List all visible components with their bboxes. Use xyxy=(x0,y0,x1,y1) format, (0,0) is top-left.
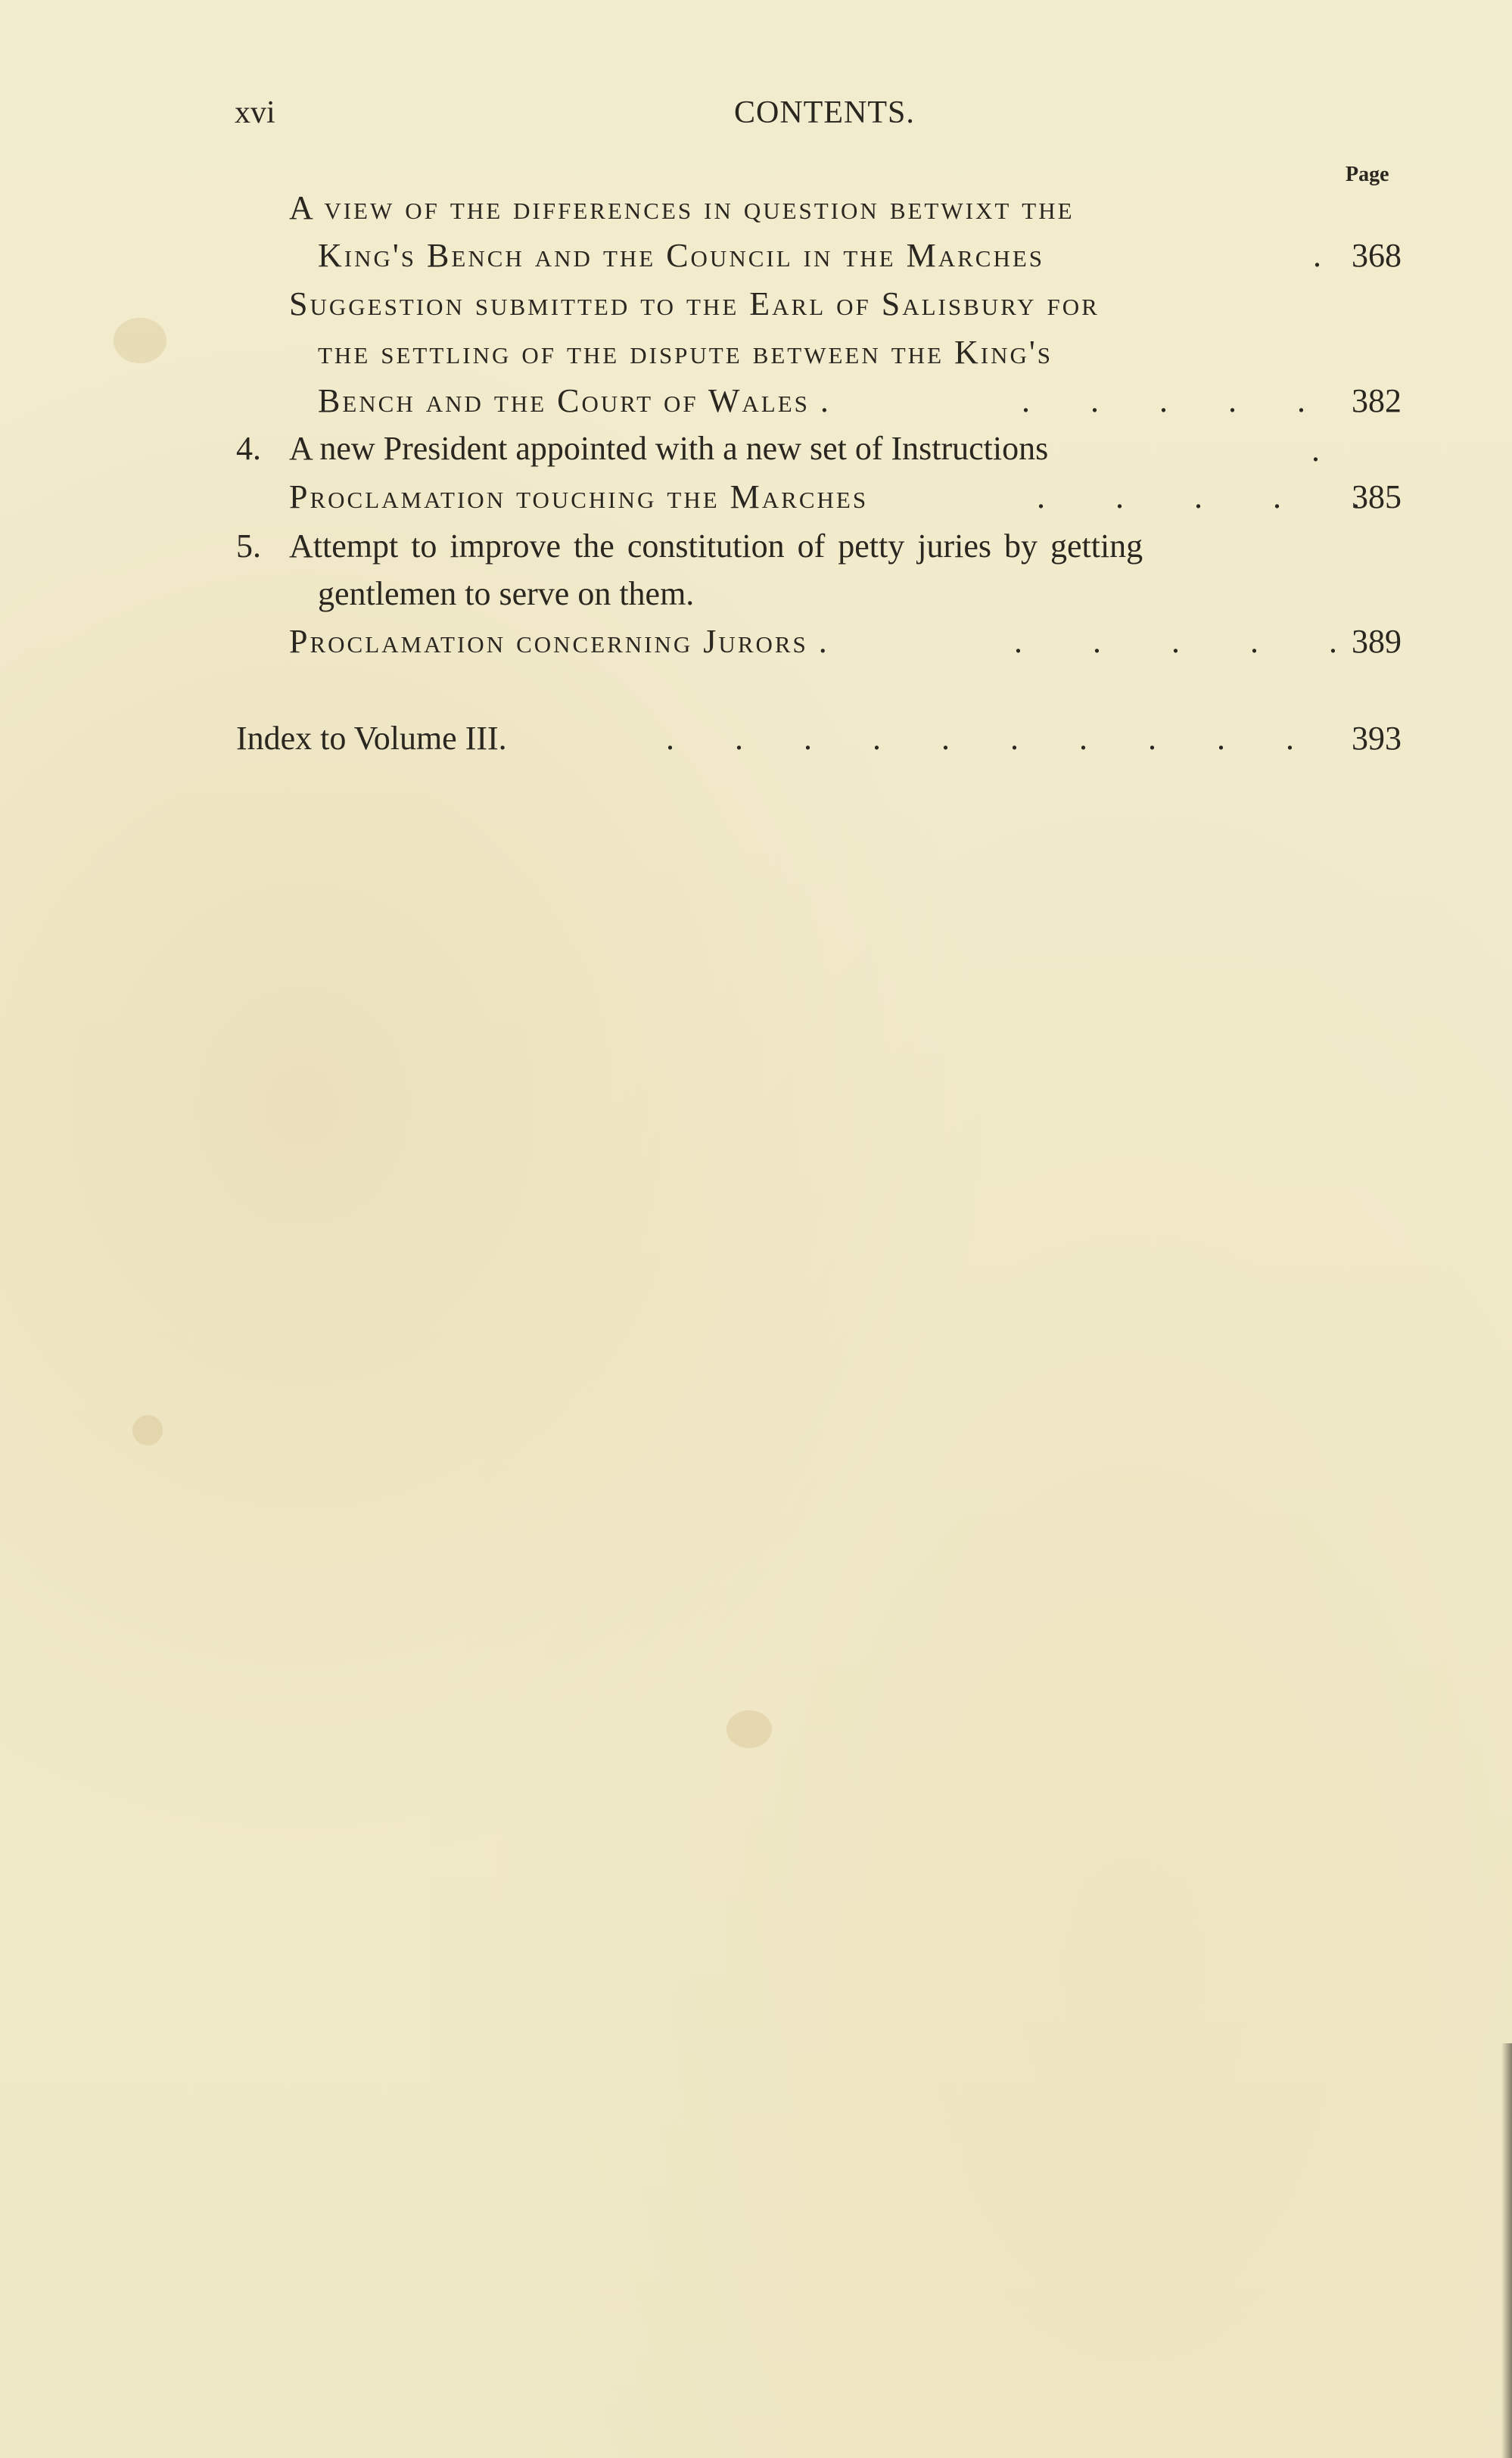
toc-entry-line xyxy=(289,474,868,520)
running-title: CONTENTS. xyxy=(734,95,915,130)
toc-entry-line xyxy=(318,571,694,617)
toc-entry-line xyxy=(289,524,1327,569)
toc-entry-text: Index to Volume III. xyxy=(236,720,507,757)
toc-page-number: 393 xyxy=(1352,720,1402,757)
leader-dots: . . . . . . . . . . xyxy=(666,720,1296,757)
page-number-roman: xvi xyxy=(235,95,275,130)
toc-entry-text: Suggestion submitted to the Earl of Salisbury for xyxy=(289,285,1100,322)
toc-page-number: 368 xyxy=(1352,237,1402,274)
leader-dots: . xyxy=(1313,237,1323,274)
leader-dots: . . . . . xyxy=(1022,382,1307,419)
toc-entry-text: Bench and the Court of Wales . xyxy=(318,382,831,419)
toc-entry-text: A new President appointed with a new set of Instructions xyxy=(289,430,1049,467)
toc-page-number: 385 xyxy=(1352,478,1402,515)
toc-section-number: 4. xyxy=(236,430,261,467)
leader-dots: . . . . . xyxy=(1014,623,1339,660)
toc-entry-line xyxy=(318,233,1044,278)
toc-entry-text: A view of the differences in question betwixt the xyxy=(289,189,1075,226)
page-edge-shadow xyxy=(1501,2043,1512,2458)
foxing-spot xyxy=(114,318,166,363)
toc-section-number: 5. xyxy=(236,527,261,565)
toc-entry-line xyxy=(318,330,1327,375)
foxing-spot xyxy=(726,1710,772,1748)
toc-entry-line xyxy=(289,185,1327,231)
toc-entry-line xyxy=(289,619,829,664)
foxing-spot xyxy=(132,1415,163,1445)
leader-dots: . xyxy=(1311,431,1321,468)
leader-dots: . . . . . xyxy=(1037,478,1361,515)
toc-entry-line xyxy=(289,282,1327,327)
toc-entry-text: gentlemen to serve on them. xyxy=(318,575,695,612)
toc-page-number: 382 xyxy=(1352,382,1402,419)
running-header xyxy=(235,95,1400,137)
toc-entry-text: the settling of the dispute between the King's xyxy=(318,334,1053,371)
page-column-label: Page xyxy=(1346,163,1389,186)
toc-entry-line xyxy=(318,378,831,424)
toc-entry-text: King's Bench and the Council in the Marches xyxy=(318,237,1045,274)
toc-entry-text: Proclamation concerning Jurors . xyxy=(289,623,829,660)
toc-entry-line xyxy=(236,716,507,761)
toc-entry-line xyxy=(289,426,1048,471)
toc-entry-text: Attempt to improve the constitution of petty juries by getting xyxy=(289,527,1143,565)
toc-page-number: 389 xyxy=(1352,623,1402,660)
toc-entry-text: Proclamation touching the Marches xyxy=(289,478,869,515)
